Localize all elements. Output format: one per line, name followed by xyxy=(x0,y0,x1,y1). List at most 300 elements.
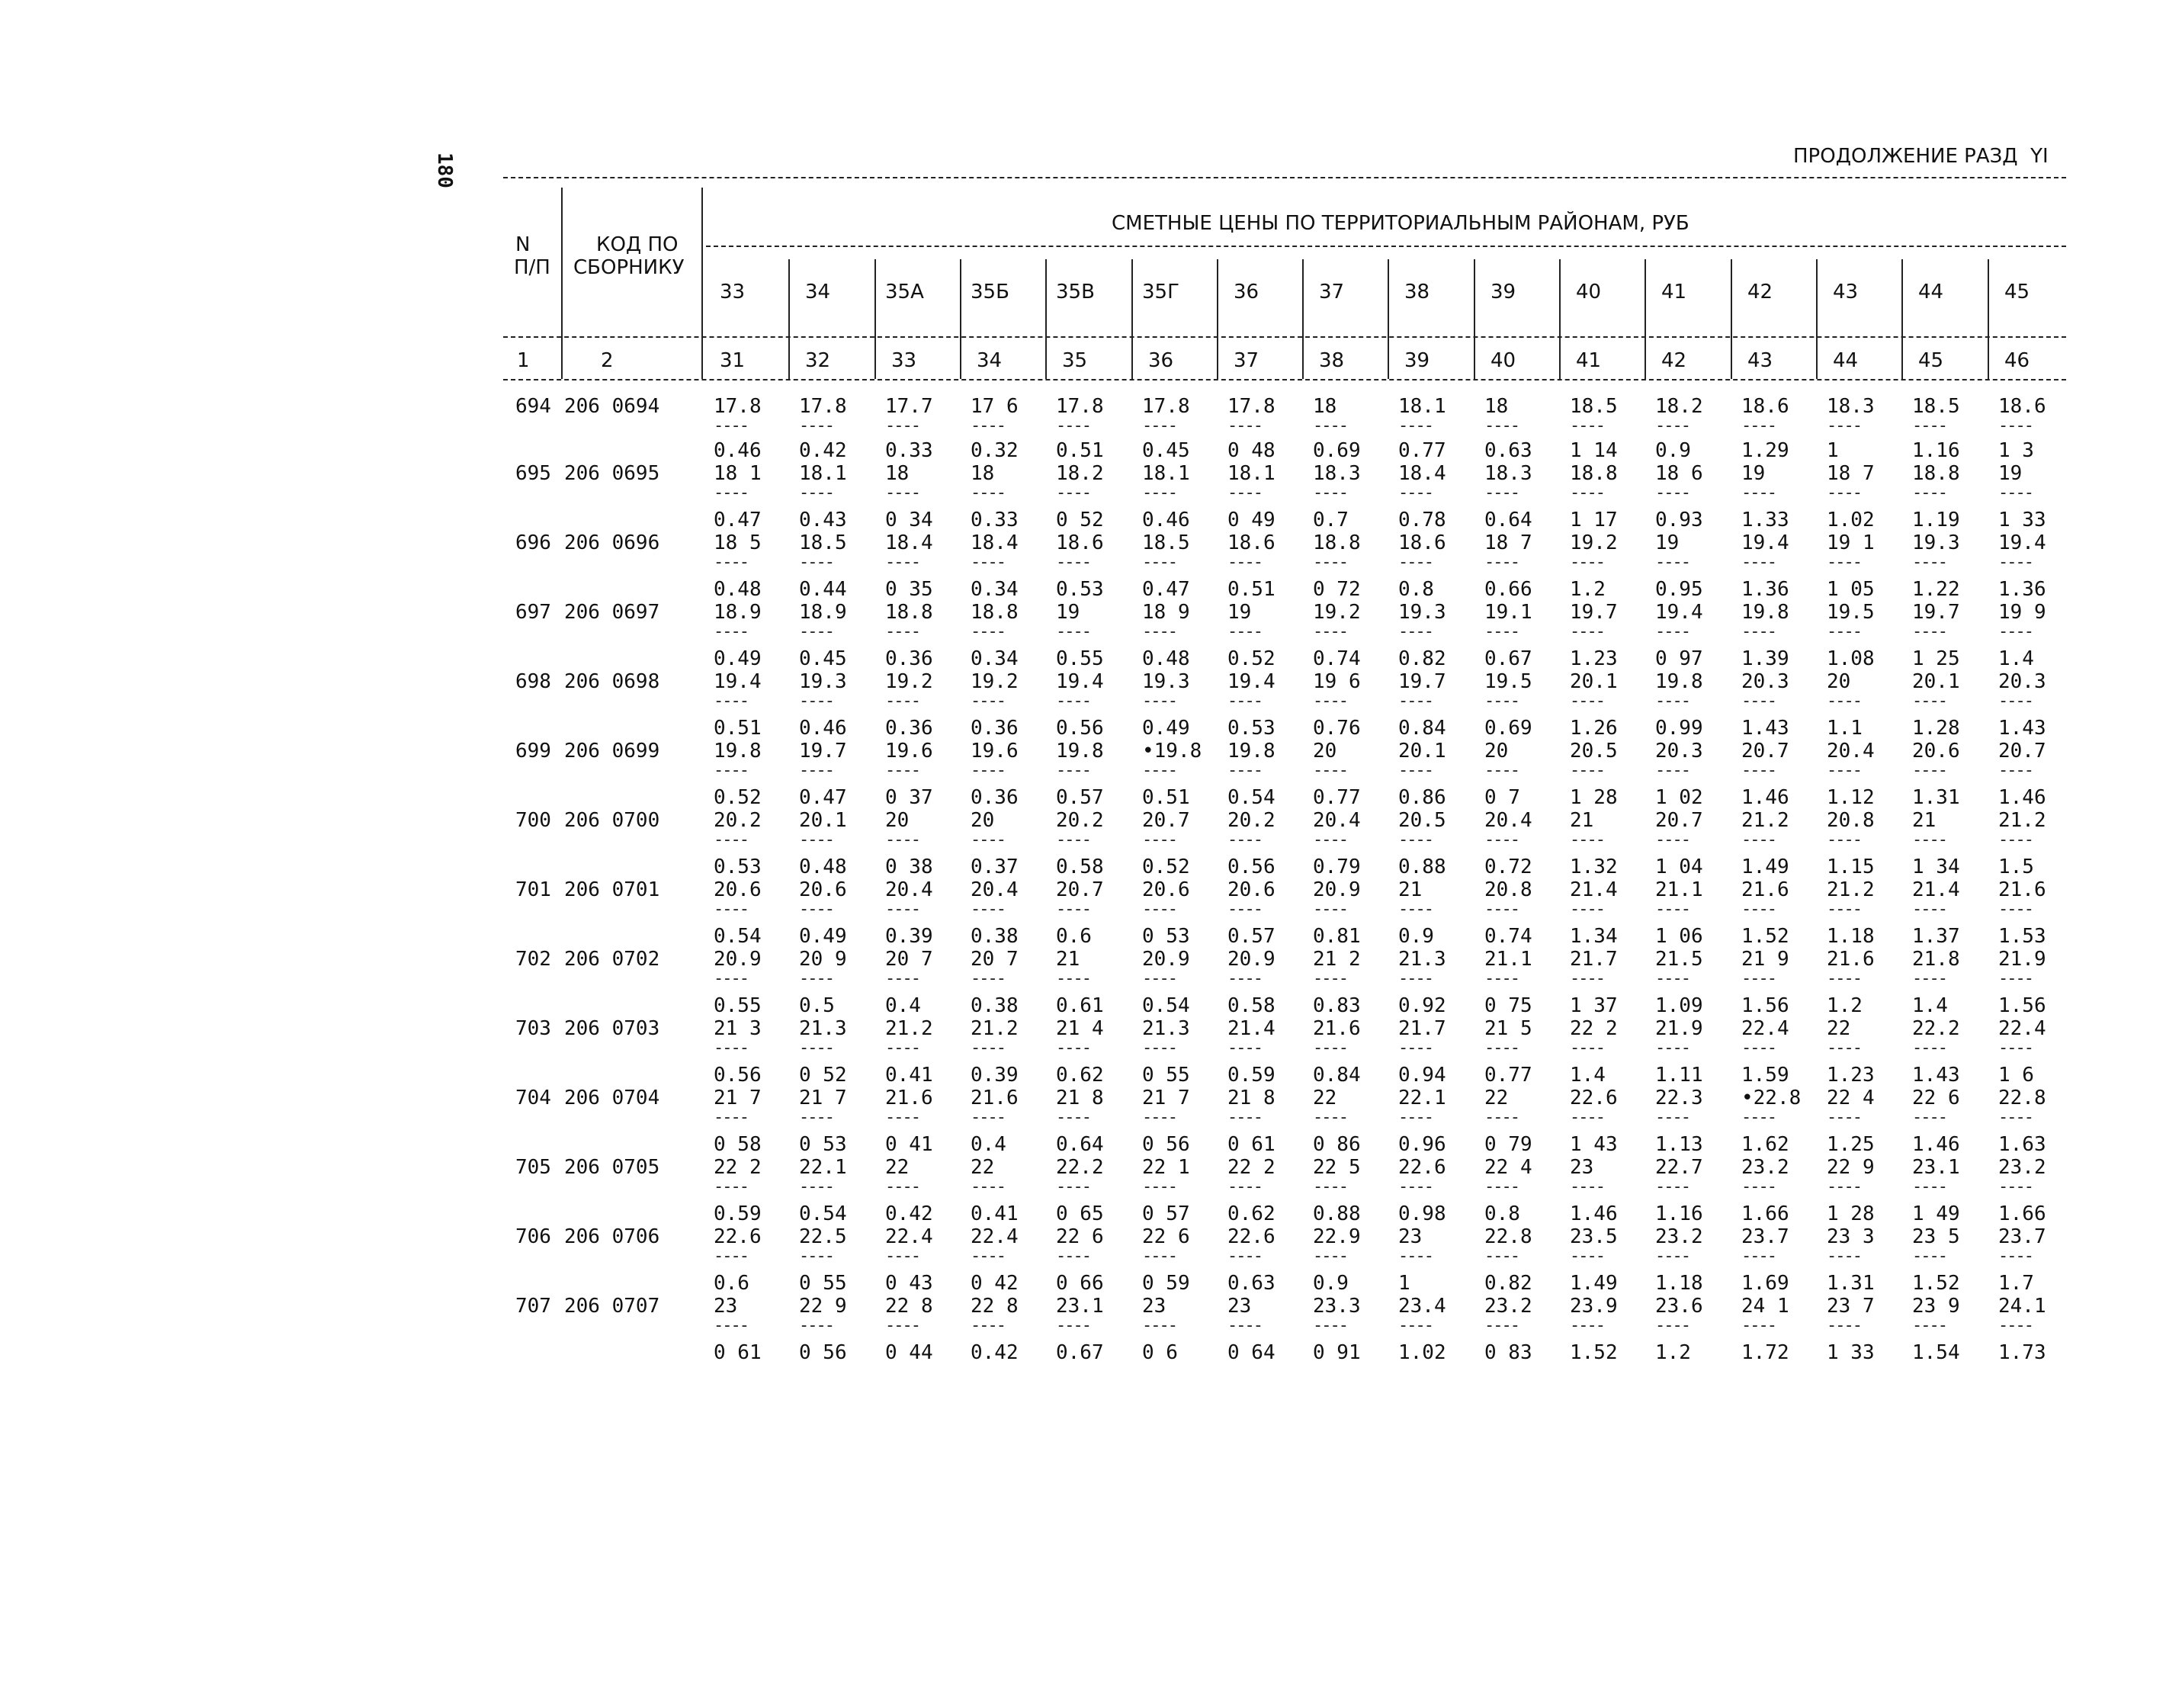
fraction-line: ---- xyxy=(1398,483,1433,502)
price-cell: 18.1 xyxy=(1142,462,1190,485)
fraction-line: ---- xyxy=(1398,1039,1433,1058)
price-cell: 19.3 xyxy=(1912,531,1960,554)
price-cell: 21.2 xyxy=(971,1017,1019,1040)
fraction-line: ---- xyxy=(1056,830,1090,849)
fraction-line: ---- xyxy=(1570,692,1604,711)
price-cell: 0.49 xyxy=(1142,717,1190,740)
price-cell: 20.7 xyxy=(1655,809,1703,832)
fraction-line: ---- xyxy=(1142,969,1176,988)
price-cell: 18 7 xyxy=(1827,462,1875,485)
price-cell: 1 28 xyxy=(1570,786,1618,809)
header-rule xyxy=(503,336,2066,338)
price-cell: 24 1 xyxy=(1741,1295,1789,1318)
fraction-line: ---- xyxy=(1313,416,1347,435)
price-cell: 23.2 xyxy=(1484,1295,1532,1318)
price-cell: 0 72 xyxy=(1313,578,1361,601)
column-divider xyxy=(1131,259,1133,379)
price-cell: 0 52 xyxy=(1056,509,1104,531)
price-cell: 0.59 xyxy=(1227,1064,1276,1087)
price-cell: 1.43 xyxy=(1912,1064,1960,1087)
price-cell: 0.34 xyxy=(971,578,1019,601)
price-cell: 19.7 xyxy=(799,740,847,762)
price-cell: 0.52 xyxy=(714,786,762,809)
fraction-line: ---- xyxy=(714,553,748,572)
row-number: 694 xyxy=(515,395,551,418)
price-cell: 22 2 xyxy=(714,1156,762,1179)
fraction-line: ---- xyxy=(1570,622,1604,641)
fraction-line: ---- xyxy=(1655,692,1689,711)
price-cell: 18.3 xyxy=(1827,395,1875,418)
price-cell: 18.5 xyxy=(1570,395,1618,418)
price-cell: 0.98 xyxy=(1398,1202,1446,1225)
price-cell: 20 9 xyxy=(799,948,847,971)
row-number: 704 xyxy=(515,1087,551,1109)
price-cell: 0.46 xyxy=(1142,509,1190,531)
price-cell: 19.4 xyxy=(1056,670,1104,693)
price-cell: 0.44 xyxy=(799,578,847,601)
price-cell: 0 38 xyxy=(885,856,933,878)
fraction-line: ---- xyxy=(799,622,833,641)
fraction-line: ---- xyxy=(1912,1108,1946,1127)
price-cell: 18.4 xyxy=(1398,462,1446,485)
district-header: 35В xyxy=(1056,281,1095,303)
row-number: 695 xyxy=(515,462,551,485)
fraction-line: ---- xyxy=(799,900,833,919)
price-cell: 17.8 xyxy=(1056,395,1104,418)
price-cell: 23.1 xyxy=(1912,1156,1960,1179)
price-cell: 20 xyxy=(885,809,910,832)
fraction-line: ---- xyxy=(1998,1316,2033,1335)
price-cell: 0.53 xyxy=(1227,717,1276,740)
price-cell: 1.25 xyxy=(1827,1133,1875,1156)
fraction-line: ---- xyxy=(1398,1177,1433,1196)
price-cell: 0.67 xyxy=(1484,647,1532,670)
price-cell: 0 43 xyxy=(885,1272,933,1295)
fraction-line: ---- xyxy=(1142,1177,1176,1196)
fraction-line: ---- xyxy=(1741,553,1776,572)
row-number: 705 xyxy=(515,1156,551,1179)
price-cell: 19.7 xyxy=(1912,601,1960,624)
price-cell: 19.2 xyxy=(1313,601,1361,624)
price-cell: 22 xyxy=(885,1156,910,1179)
fraction-line: ---- xyxy=(1998,483,2033,502)
price-cell: 0.84 xyxy=(1313,1064,1361,1087)
price-cell: 22.2 xyxy=(1912,1017,1960,1040)
price-cell: 22.6 xyxy=(1398,1156,1446,1179)
price-cell: 1 37 xyxy=(1570,994,1618,1017)
price-cell: 21.6 xyxy=(971,1087,1019,1109)
fraction-line: ---- xyxy=(1227,900,1262,919)
price-cell: 21.6 xyxy=(1313,1017,1361,1040)
fraction-line: ---- xyxy=(799,761,833,780)
price-cell: 0.72 xyxy=(1484,856,1532,878)
price-cell: 23.6 xyxy=(1655,1295,1703,1318)
price-cell: 0.57 xyxy=(1227,925,1276,948)
price-cell: 0.45 xyxy=(799,647,847,670)
price-cell: 0 53 xyxy=(1142,925,1190,948)
price-cell: 22 5 xyxy=(1313,1156,1361,1179)
price-cell: 21 xyxy=(1398,878,1423,901)
district-header: 35Б xyxy=(971,281,1009,303)
price-cell: 21.2 xyxy=(885,1017,933,1040)
price-cell: 1.62 xyxy=(1741,1133,1789,1156)
fraction-line: ---- xyxy=(714,483,748,502)
price-cell: 23 xyxy=(1570,1156,1594,1179)
price-cell: 21 2 xyxy=(1313,948,1361,971)
fraction-line: ---- xyxy=(885,622,919,641)
price-cell: 0.49 xyxy=(799,925,847,948)
fraction-line: ---- xyxy=(1998,622,2033,641)
fraction-line: ---- xyxy=(1313,1108,1347,1127)
row-code: 206 0706 xyxy=(564,1225,660,1248)
price-cell: 1.2 xyxy=(1570,578,1606,601)
price-cell: 1.72 xyxy=(1741,1341,1789,1364)
price-cell: 20 xyxy=(971,809,995,832)
price-cell: 0.96 xyxy=(1398,1133,1446,1156)
fraction-line: ---- xyxy=(1313,553,1347,572)
price-cell: 0.46 xyxy=(714,439,762,462)
fraction-line: ---- xyxy=(1655,1177,1689,1196)
price-cell: 21.4 xyxy=(1227,1017,1276,1040)
price-cell: 1 34 xyxy=(1912,856,1960,878)
fraction-line: ---- xyxy=(1741,622,1776,641)
price-cell: 20.3 xyxy=(1741,670,1789,693)
price-cell: 1 06 xyxy=(1655,925,1703,948)
district-header: 41 xyxy=(1661,281,1687,303)
fraction-line: ---- xyxy=(1142,622,1176,641)
fraction-line: ---- xyxy=(1912,1316,1946,1335)
price-cell: 20.6 xyxy=(1142,878,1190,901)
fraction-line: ---- xyxy=(1570,553,1604,572)
price-cell: 21.3 xyxy=(799,1017,847,1040)
price-cell: 1 25 xyxy=(1912,647,1960,670)
fraction-line: ---- xyxy=(1056,1177,1090,1196)
price-cell: 0.43 xyxy=(799,509,847,531)
column-divider xyxy=(1559,259,1561,379)
price-cell: 21 xyxy=(1570,809,1594,832)
price-cell: 0 58 xyxy=(714,1133,762,1156)
row-code: 206 0698 xyxy=(564,670,660,693)
fraction-line: ---- xyxy=(885,1039,919,1058)
fraction-line: ---- xyxy=(1484,1316,1519,1335)
price-cell: 1.52 xyxy=(1912,1272,1960,1295)
price-cell: 0.64 xyxy=(1056,1133,1104,1156)
price-cell: 0.9 xyxy=(1313,1272,1349,1295)
index-header: 45 xyxy=(1918,349,1944,372)
price-cell: 21 3 xyxy=(714,1017,762,1040)
price-cell: 20 7 xyxy=(971,948,1019,971)
row-code: 206 0696 xyxy=(564,531,660,554)
price-cell: 0.76 xyxy=(1313,717,1361,740)
price-cell: 0 86 xyxy=(1313,1133,1361,1156)
price-cell: 1.4 xyxy=(1912,994,1948,1017)
price-cell: 1.23 xyxy=(1570,647,1618,670)
price-cell: 19 xyxy=(1227,601,1252,624)
price-cell: 1 14 xyxy=(1570,439,1618,462)
price-cell: 18.1 xyxy=(1398,395,1446,418)
price-cell: 21.3 xyxy=(1398,948,1446,971)
index-header: 38 xyxy=(1319,349,1345,372)
fraction-line: ---- xyxy=(1655,622,1689,641)
fraction-line: ---- xyxy=(1912,969,1946,988)
price-cell: 21.9 xyxy=(1998,948,2046,971)
price-cell: 20.9 xyxy=(714,948,762,971)
price-cell: 0.66 xyxy=(1484,578,1532,601)
price-cell: 1 6 xyxy=(1998,1064,2034,1087)
price-cell: 18.5 xyxy=(1912,395,1960,418)
price-cell: 19.4 xyxy=(1655,601,1703,624)
price-cell: 22.6 xyxy=(1570,1087,1618,1109)
index-header: 33 xyxy=(891,349,917,372)
price-cell: 0 66 xyxy=(1056,1272,1104,1295)
price-cell: 1.7 xyxy=(1998,1272,2034,1295)
price-cell: 1.09 xyxy=(1655,994,1703,1017)
price-cell: 19.2 xyxy=(1570,531,1618,554)
price-cell: 24.1 xyxy=(1998,1295,2046,1318)
fraction-line: ---- xyxy=(1313,900,1347,919)
continued-label: ПРОДОЛЖЕНИЕ РАЗД YI xyxy=(1793,145,2049,168)
index-header: 42 xyxy=(1661,349,1687,372)
fraction-line: ---- xyxy=(1056,553,1090,572)
price-cell: 0.74 xyxy=(1313,647,1361,670)
price-cell: 0.51 xyxy=(1142,786,1190,809)
price-cell: 0 49 xyxy=(1227,509,1276,531)
price-cell: •22.8 xyxy=(1741,1087,1802,1109)
fraction-line: ---- xyxy=(1484,1247,1519,1266)
fraction-line: ---- xyxy=(1398,969,1433,988)
fraction-line: ---- xyxy=(1056,483,1090,502)
price-cell: 1.34 xyxy=(1570,925,1618,948)
price-cell: 23.7 xyxy=(1998,1225,2046,1248)
price-cell: 1.26 xyxy=(1570,717,1618,740)
price-cell: 1 04 xyxy=(1655,856,1703,878)
fraction-line: ---- xyxy=(1484,969,1519,988)
fraction-line: ---- xyxy=(799,1177,833,1196)
price-cell: 22 6 xyxy=(1142,1225,1190,1248)
price-cell: 0 6 xyxy=(1142,1341,1178,1364)
fraction-line: ---- xyxy=(1827,1108,1861,1127)
price-cell: 0 83 xyxy=(1484,1341,1532,1364)
price-cell: 21.9 xyxy=(1655,1017,1703,1040)
fraction-line: ---- xyxy=(1827,622,1861,641)
fraction-line: ---- xyxy=(1655,900,1689,919)
price-cell: 23 xyxy=(1142,1295,1166,1318)
price-cell: 21 xyxy=(1912,809,1937,832)
price-cell: 0.92 xyxy=(1398,994,1446,1017)
fraction-line: ---- xyxy=(1313,1177,1347,1196)
fraction-line: ---- xyxy=(1655,553,1689,572)
fraction-line: ---- xyxy=(885,483,919,502)
price-cell: 20.7 xyxy=(1142,809,1190,832)
price-cell: 1.4 xyxy=(1998,647,2034,670)
price-cell: 0 55 xyxy=(1142,1064,1190,1087)
index-header: 43 xyxy=(1747,349,1773,372)
price-cell: 1.19 xyxy=(1912,509,1960,531)
price-cell: 1.36 xyxy=(1741,578,1789,601)
fraction-line: ---- xyxy=(1912,761,1946,780)
fraction-line: ---- xyxy=(1912,622,1946,641)
fraction-line: ---- xyxy=(1313,1039,1347,1058)
fraction-line: ---- xyxy=(1484,1108,1519,1127)
fraction-line: ---- xyxy=(1313,830,1347,849)
price-cell: 19 xyxy=(1998,462,2023,485)
fraction-line: ---- xyxy=(1655,483,1689,502)
fraction-line: ---- xyxy=(1741,1039,1776,1058)
price-cell: 18.8 xyxy=(1313,531,1361,554)
price-cell: 21 xyxy=(1056,948,1080,971)
price-cell: 0.6 xyxy=(714,1272,749,1295)
row-number: 697 xyxy=(515,601,551,624)
price-cell: 22 9 xyxy=(799,1295,847,1318)
price-cell: •19.8 xyxy=(1142,740,1202,762)
fraction-line: ---- xyxy=(1570,830,1604,849)
price-cell: 19.6 xyxy=(971,740,1019,762)
fraction-line: ---- xyxy=(1398,761,1433,780)
price-cell: 1.46 xyxy=(1998,786,2046,809)
price-cell: 20.7 xyxy=(1741,740,1789,762)
price-cell: 0.51 xyxy=(1227,578,1276,601)
price-cell: 0.41 xyxy=(971,1202,1019,1225)
fraction-line: ---- xyxy=(714,900,748,919)
price-cell: 0.41 xyxy=(885,1064,933,1087)
fraction-line: ---- xyxy=(1227,483,1262,502)
price-cell: 22.4 xyxy=(971,1225,1019,1248)
price-cell: 1.39 xyxy=(1741,647,1789,670)
price-cell: 1.56 xyxy=(1998,994,2046,1017)
price-cell: 1.13 xyxy=(1655,1133,1703,1156)
fraction-line: ---- xyxy=(971,416,1005,435)
row-code: 206 0694 xyxy=(564,395,660,418)
price-cell: 20 xyxy=(1313,740,1337,762)
fraction-line: ---- xyxy=(1313,622,1347,641)
column-divider xyxy=(1731,259,1732,379)
price-cell: 0 52 xyxy=(799,1064,847,1087)
fraction-line: ---- xyxy=(799,1039,833,1058)
price-cell: 0.69 xyxy=(1313,439,1361,462)
fraction-line: ---- xyxy=(1398,622,1433,641)
fraction-line: ---- xyxy=(799,1108,833,1127)
price-cell: 22.2 xyxy=(1056,1156,1104,1179)
row-code: 206 0705 xyxy=(564,1156,660,1179)
price-cell: 19.8 xyxy=(1056,740,1104,762)
index-header: 36 xyxy=(1148,349,1174,372)
price-cell: 0.38 xyxy=(971,925,1019,948)
price-cell: 0.46 xyxy=(799,717,847,740)
price-cell: 0 48 xyxy=(1227,439,1276,462)
price-cell: 17.8 xyxy=(1142,395,1190,418)
header-n: N xyxy=(515,233,531,256)
fraction-line: ---- xyxy=(885,900,919,919)
price-cell: 0 59 xyxy=(1142,1272,1190,1295)
fraction-line: ---- xyxy=(971,483,1005,502)
fraction-line: ---- xyxy=(1741,416,1776,435)
price-cell: 19.4 xyxy=(1998,531,2046,554)
price-cell: 0.67 xyxy=(1056,1341,1104,1364)
price-cell: 21.4 xyxy=(1570,878,1618,901)
fraction-line: ---- xyxy=(714,1247,748,1266)
price-cell: 0.93 xyxy=(1655,509,1703,531)
fraction-line: ---- xyxy=(1827,969,1861,988)
price-cell: 19.8 xyxy=(714,740,762,762)
fraction-line: ---- xyxy=(971,1247,1005,1266)
fraction-line: ---- xyxy=(1484,692,1519,711)
district-header: 45 xyxy=(2004,281,2030,303)
price-cell: 0 42 xyxy=(971,1272,1019,1295)
fraction-line: ---- xyxy=(1313,761,1347,780)
price-cell: 1 33 xyxy=(1827,1341,1875,1364)
column-divider xyxy=(1217,259,1218,379)
price-cell: 0 35 xyxy=(885,578,933,601)
price-cell: 1.52 xyxy=(1570,1341,1618,1364)
price-cell: 0 53 xyxy=(799,1133,847,1156)
fraction-line: ---- xyxy=(1827,483,1861,502)
price-cell: 0.42 xyxy=(885,1202,933,1225)
fraction-line: ---- xyxy=(1655,1108,1689,1127)
price-cell: 18.6 xyxy=(1056,531,1104,554)
column-divider xyxy=(1988,259,1989,379)
fraction-line: ---- xyxy=(1741,761,1776,780)
price-cell: 0 61 xyxy=(1227,1133,1276,1156)
price-cell: 0.55 xyxy=(1056,647,1104,670)
price-cell: 1.53 xyxy=(1998,925,2046,948)
fraction-line: ---- xyxy=(1484,622,1519,641)
price-cell: 0.36 xyxy=(885,647,933,670)
price-cell: 1.46 xyxy=(1741,786,1789,809)
fraction-line: ---- xyxy=(1912,692,1946,711)
district-header: 33 xyxy=(720,281,746,303)
fraction-line: ---- xyxy=(1998,1247,2033,1266)
price-cell: 19.4 xyxy=(714,670,762,693)
price-cell: 1 17 xyxy=(1570,509,1618,531)
fraction-line: ---- xyxy=(1655,416,1689,435)
fraction-line: ---- xyxy=(1398,830,1433,849)
fraction-line: ---- xyxy=(1227,1177,1262,1196)
price-cell: 22 4 xyxy=(1827,1087,1875,1109)
fraction-line: ---- xyxy=(1570,1039,1604,1058)
index-header: 46 xyxy=(2004,349,2030,372)
fraction-line: ---- xyxy=(1912,416,1946,435)
fraction-line: ---- xyxy=(1056,416,1090,435)
index-rule xyxy=(503,379,2066,380)
fraction-line: ---- xyxy=(1827,761,1861,780)
price-cell: 0.56 xyxy=(1227,856,1276,878)
price-cell: 1.49 xyxy=(1570,1272,1618,1295)
price-cell: 18.5 xyxy=(1142,531,1190,554)
price-cell: 21 7 xyxy=(799,1087,847,1109)
price-cell: 20.3 xyxy=(1655,740,1703,762)
row-number: 707 xyxy=(515,1295,551,1318)
fraction-line: ---- xyxy=(1313,1247,1347,1266)
price-cell: 19.4 xyxy=(1227,670,1276,693)
fraction-line: ---- xyxy=(714,1108,748,1127)
price-cell: 0.47 xyxy=(1142,578,1190,601)
price-cell: 0.56 xyxy=(714,1064,762,1087)
price-cell: 22 2 xyxy=(1227,1156,1276,1179)
price-cell: 19.1 xyxy=(1484,601,1532,624)
price-cell: 0.42 xyxy=(799,439,847,462)
price-cell: 0.48 xyxy=(1142,647,1190,670)
price-cell: 22.1 xyxy=(799,1156,847,1179)
district-header: 42 xyxy=(1747,281,1773,303)
index-header: 1 xyxy=(517,349,530,372)
price-cell: 20.8 xyxy=(1827,809,1875,832)
fraction-line: ---- xyxy=(1398,1108,1433,1127)
price-cell: 21 4 xyxy=(1056,1017,1104,1040)
price-cell: 21.1 xyxy=(1484,948,1532,971)
price-cell: 1.18 xyxy=(1655,1272,1703,1295)
fraction-line: ---- xyxy=(1827,692,1861,711)
price-cell: 19.3 xyxy=(1142,670,1190,693)
